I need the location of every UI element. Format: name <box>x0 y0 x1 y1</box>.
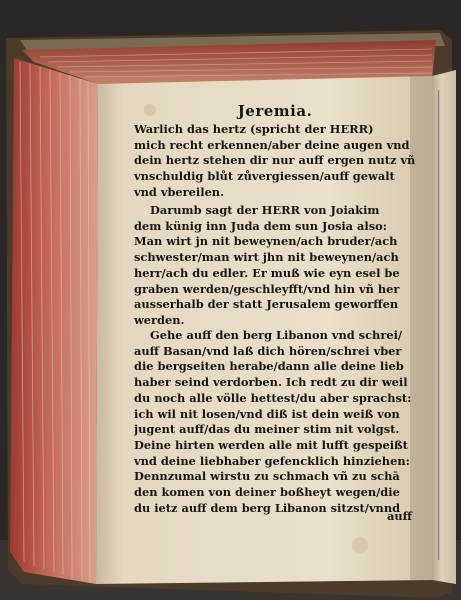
text-line: dein hertz stehen dir nur auff ergen nutz vñ <box>134 153 416 168</box>
text-line: du ietz auff dem berg Libanon sitzst/vnnd <box>134 500 401 515</box>
catchword: auff <box>386 509 412 523</box>
text-line: ausserhalb der statt Jerusalem geworffen <box>134 297 399 312</box>
paragraph-1 <box>134 122 416 201</box>
paragraph-3 <box>134 328 416 516</box>
text-line: du noch alle völle hettest/du aber sprachst: <box>134 390 412 405</box>
text-line: Gehe auff den berg Libanon vnd schrei/ <box>150 328 403 342</box>
text-line: schwester/man wirt jhn nit beweynen/ach <box>134 250 399 265</box>
paragraph-2 <box>134 203 416 329</box>
text-line: herr/ach du edler. Er muß wie eyn esel be <box>134 265 400 280</box>
text-line: Man wirt jn nit beweynen/ach bruder/ach <box>134 234 398 249</box>
text-line: vnschuldig blůt zůvergiessen/auff gewalt <box>134 169 395 184</box>
text-line: auff Basan/vnd laß dich hören/schrei vber <box>134 343 402 358</box>
right-page <box>432 70 456 584</box>
text-line: dem künig inn Juda dem sun Josia also: <box>134 218 387 233</box>
text-line: mich recht erkennen/aber deine augen vnd <box>134 137 410 152</box>
text-line: den komen von deiner boßheyt wegen/die <box>134 485 400 500</box>
foxing-spot <box>352 537 368 553</box>
text-line: Deine hirten werden alle mit lufft gespeißt <box>134 437 408 452</box>
page-text <box>134 96 416 536</box>
text-line: Warlich das hertz (spricht der HERR) <box>134 122 374 136</box>
text-line: haber seind verdorben. Ich redt zu dir weil <box>134 375 408 390</box>
right-page-rule <box>438 90 439 560</box>
text-line: vnd deine liebhaber gefencklich hinziehen: <box>134 453 410 468</box>
text-line: Dennzumal wirstu zu schmach vñ zu schā <box>134 469 400 484</box>
text-line: vnd vbereilen. <box>134 184 225 199</box>
text-line: jugent auff/das du meiner stim nit volgst. <box>134 422 400 437</box>
text-line: Darumb sagt der HERR von Joiakim <box>150 203 380 217</box>
running-head: Jeremia. <box>237 102 313 120</box>
text-line: graben werden/geschleyfft/vnd hin vñ her <box>134 281 400 296</box>
text-line: die bergseiten herabe/dann alle deine lieb <box>134 359 404 374</box>
text-line: ich wil nit losen/vnd diß ist dein weiß von <box>134 406 400 421</box>
text-line: werden. <box>134 312 185 327</box>
